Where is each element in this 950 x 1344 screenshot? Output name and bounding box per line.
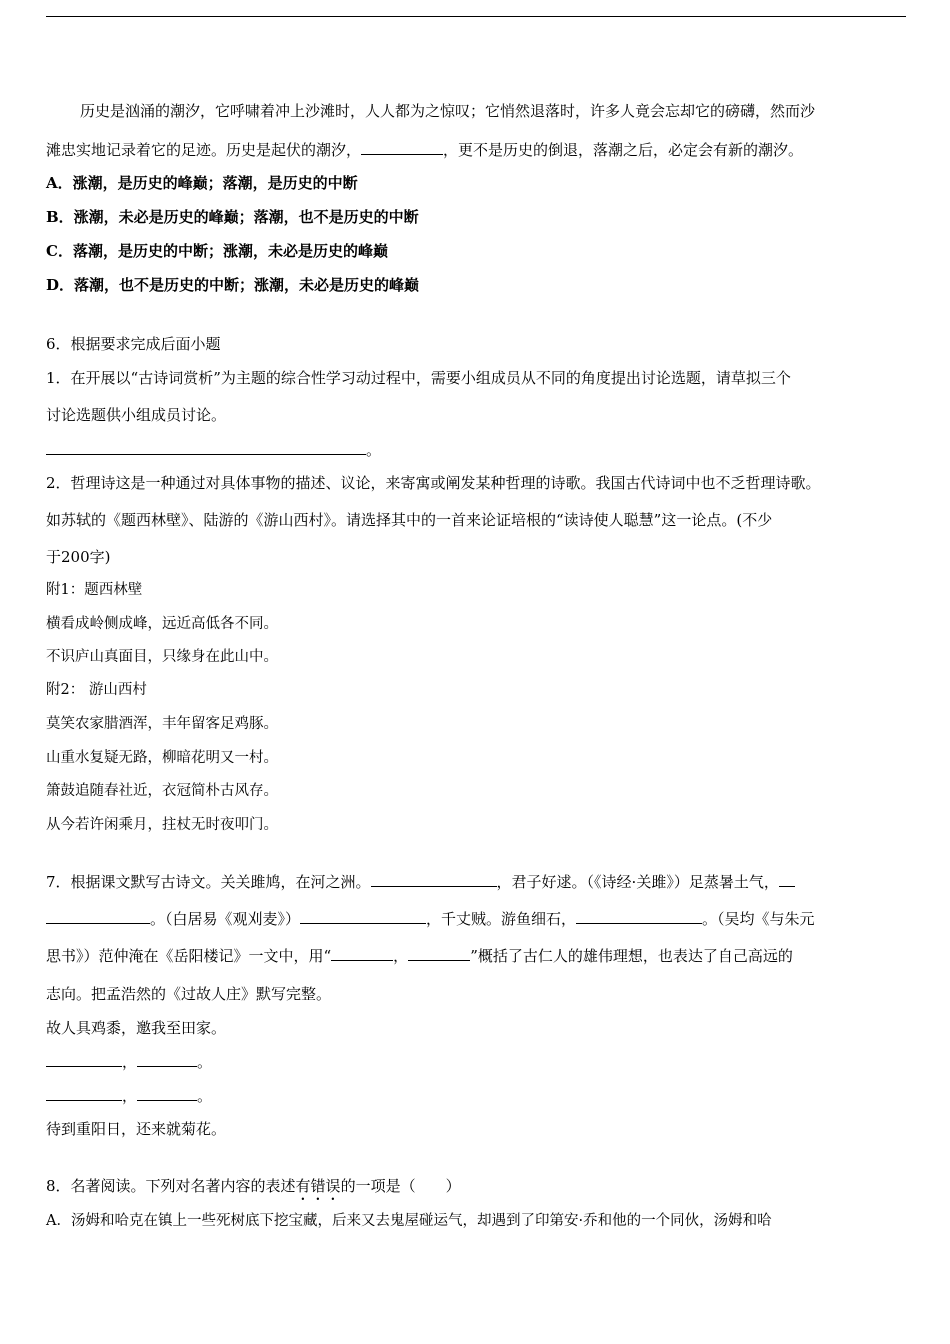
fill-blank[interactable] bbox=[46, 1052, 122, 1067]
q5-paragraph-line1: 历史是汹涌的潮汐，它呼啸着冲上沙滩时，人人都为之惊叹；它悄然退落时，许多人竟会忘却它的磅礴，然而沙 bbox=[80, 102, 816, 120]
q6-sub2-line2: 如苏轼的《题西林壁》、陆游的《游山西村》。请选择其中的一首来论证培根的“读诗使人聪慧”这一论点。(不少 bbox=[46, 511, 773, 529]
fill-blank[interactable] bbox=[361, 140, 443, 155]
q6-sub1-line1: 1．在开展以“古诗词赏析”为主题的综合性学习动过程中，需要小组成员从不同的角度提出讨论选题，请草拟三个 bbox=[46, 369, 791, 387]
fill-blank[interactable] bbox=[137, 1086, 197, 1101]
q6-sub1-line2: 讨论选题供小组成员讨论。 bbox=[46, 406, 227, 424]
poem-line: 莫笑农家腊酒浑，丰年留客足鸡豚。 bbox=[46, 716, 278, 732]
q7-line4: 志向。把孟浩然的《过故人庄》默写完整。 bbox=[46, 985, 332, 1003]
q7-line6: ， 。 bbox=[46, 1052, 212, 1072]
q7-line3: 思书》）范仲淹在《岳阳楼记》一文中，用“ ， ”概括了古仁人的雄伟理想，也表达了自己高远的 bbox=[46, 947, 793, 965]
q5-option-d[interactable]: D．落潮，也不是历史的中断；涨潮，未必是历史的峰巅 bbox=[46, 276, 420, 294]
q7-line2: 。（白居易《观刈麦》） ，千丈贼。游鱼细石， 。（吴均《与朱元 bbox=[46, 909, 815, 929]
fill-blank[interactable] bbox=[137, 1052, 197, 1067]
fill-blank[interactable] bbox=[779, 872, 795, 887]
emphasis-text: 有错误 bbox=[295, 1177, 341, 1195]
q7-line1: 7．根据课文默写古诗文。关关雎鸠，在河之洲。 ，君子好逑。（《诗经·关雎》）足蒸暑土气， bbox=[46, 872, 795, 892]
q7-line8: 待到重阳日，还来就菊花。 bbox=[46, 1120, 227, 1138]
poem-line: 横看成岭侧成峰，远近高低各不同。 bbox=[46, 616, 278, 632]
fill-blank[interactable] bbox=[46, 1086, 122, 1101]
q6-sub2-line3: 于200字) bbox=[46, 548, 111, 566]
q6-sub2-line1: 2．哲理诗这是一种通过对具体事物的描述、议论，来寄寓或阐发某种哲理的诗歌。我国古代诗词中也不乏哲理诗歌。 bbox=[46, 474, 821, 492]
q5-option-c[interactable]: C．落潮，是历史的中断；涨潮，未必是历史的峰巅 bbox=[46, 242, 388, 260]
fill-blank[interactable] bbox=[300, 909, 426, 924]
q6-title: 6．根据要求完成后面小题 bbox=[46, 335, 221, 353]
fill-blank[interactable] bbox=[408, 946, 470, 961]
poem-line: 山重水复疑无路，柳暗花明又一村。 bbox=[46, 750, 278, 766]
q8-title: 8．名著阅读。下列对名著内容的表述有错误的一项是（ ） bbox=[46, 1177, 461, 1195]
q5-option-a[interactable]: A．涨潮，是历史的峰巅；落潮，是历史的中断 bbox=[46, 174, 358, 192]
poem-line: 箫鼓追随春社近，衣冠简朴古风存。 bbox=[46, 783, 278, 799]
header-rule bbox=[46, 16, 906, 17]
fill-blank[interactable] bbox=[331, 946, 393, 961]
poem-line: 从今若许闲乘月，拄杖无时夜叩门。 bbox=[46, 817, 278, 833]
q6-answer-line: 。 bbox=[46, 440, 381, 460]
q8-option-a[interactable]: A．汤姆和哈克在镇上一些死树底下挖宝藏，后来又去鬼屋碰运气，却遇到了印第安·乔和他的一个同伙，汤姆和哈 bbox=[46, 1213, 772, 1229]
poem-title-2: 附2： 游山西村 bbox=[46, 682, 147, 698]
q7-line5: 故人具鸡黍，邀我至田家。 bbox=[46, 1019, 227, 1037]
fill-blank[interactable] bbox=[576, 909, 702, 924]
fill-blank[interactable] bbox=[371, 872, 497, 887]
fill-blank[interactable] bbox=[46, 909, 150, 924]
q7-line7: ， 。 bbox=[46, 1086, 212, 1106]
q5-option-b[interactable]: B．涨潮，未必是历史的峰巅；落潮，也不是历史的中断 bbox=[46, 208, 419, 226]
poem-title-1: 附1：题西林壁 bbox=[46, 582, 143, 598]
q5-paragraph-line2: 滩忠实地记录着它的足迹。历史是起伏的潮汐， ，更不是历史的倒退，落潮之后，必定会有新的潮汐。 bbox=[46, 141, 804, 159]
answer-blank[interactable] bbox=[46, 440, 366, 455]
poem-line: 不识庐山真面目，只缘身在此山中。 bbox=[46, 649, 278, 665]
